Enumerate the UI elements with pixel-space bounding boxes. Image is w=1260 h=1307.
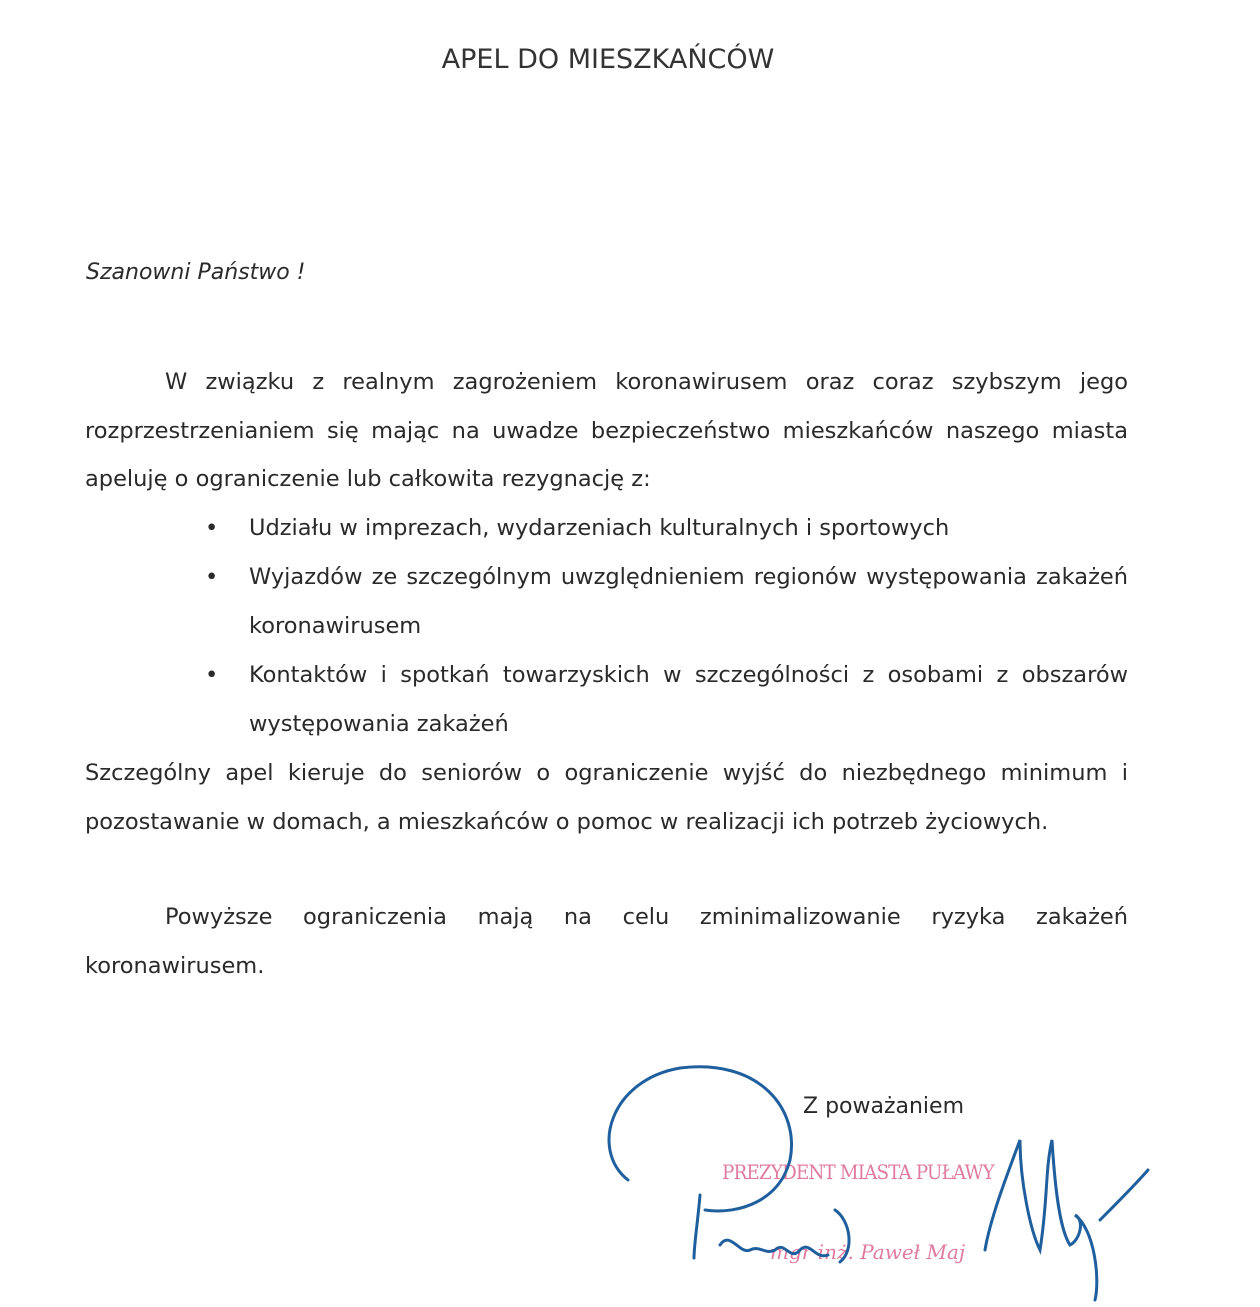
paragraph-intro: W związku z realnym zagrożeniem koronawirusem oraz coraz szybszym jego rozprzestrzenianiem się mając na uwadze bezpieczeństwo mieszkańców naszego miasta apeluję o ograniczenie lub całkowita rezygnację z: bbox=[85, 369, 1128, 492]
stamp-name: mgr inż. Paweł Maj bbox=[770, 1240, 966, 1264]
greeting: Szanowni Państwo ! bbox=[86, 260, 306, 285]
closing: Z poważaniem bbox=[803, 1094, 965, 1119]
list-item: • Wyjazdów ze szczególnym uwzględnieniem regionów występowania zakażeń koronawirusem bbox=[205, 553, 1128, 650]
bullet-icon: • bbox=[205, 515, 219, 541]
bullet-icon: • bbox=[205, 662, 219, 688]
list-item: • Kontaktów i spotkań towarzyskich w szczególności z osobami z obszarów występowania zakażeń bbox=[205, 651, 1128, 748]
stamp-title: PREZYDENT MIASTA PUŁAWY bbox=[722, 1160, 994, 1184]
paragraph-purpose: Powyższe ograniczenia mają na celu zminimalizowanie ryzyka zakażeń koronawirusem. bbox=[85, 904, 1128, 979]
paragraph-seniors: Szczególny apel kieruje do seniorów o ograniczenie wyjść do niezbędnego minimum i pozostawanie w domach, a mieszkańców o pomoc w realizacji ich potrzeb życiowych. bbox=[85, 760, 1128, 835]
document-title: APEL DO MIESZKAŃCÓW bbox=[441, 44, 775, 75]
bullet-icon: • bbox=[205, 564, 219, 590]
list-item: • Udziału w imprezach, wydarzeniach kulturalnych i sportowych bbox=[205, 504, 1128, 553]
